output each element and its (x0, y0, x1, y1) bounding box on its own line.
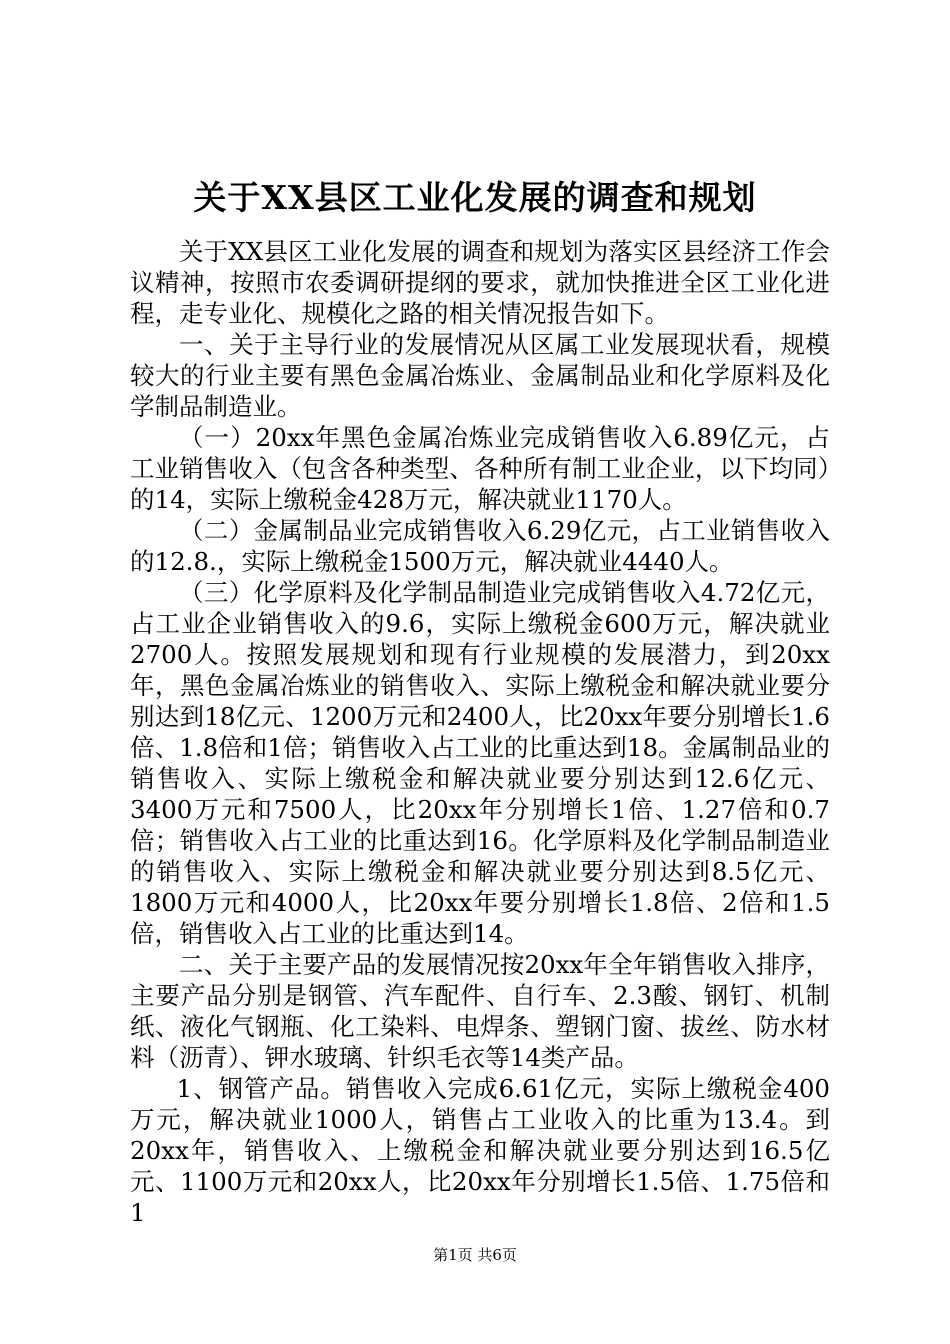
paragraph-section-1: 一、关于主导行业的发展情况从区属工业发展现状看，规模较大的行业主要有黑色金属冶炼业、金属制品业和化学原料及化学制品制造业。 (130, 330, 830, 421)
paragraph-item-3: （三）化学原料及化学制品制造业完成销售收入4.72亿元，占工业企业销售收入的9.6，实际上缴税金600万元，解决就业2700人。按照发展规划和现有行业规模的发展潜力，到20xx年，黑色金属冶炼业的销售收入、实际上缴税金和解决就业要分别达到18亿元、1200万元和2400人，比20xx年要分别增长1.6倍、1.8倍和1倍；销售收入占工业的比重达到18。金属制品业的销售收入、实际上缴税金和解决就业要分别达到12.6亿元、3400万元和7500人，比20xx年分别增长1倍、1.27倍和0.7倍；销售收入占工业的比重达到16。化学原料及化学制品制造业的销售收入、实际上缴税金和解决就业要分别达到8.5亿元、1800万元和4000人，比20xx年要分别增长1.8倍、2倍和1.5倍，销售收入占工业的比重达到14。 (130, 578, 830, 948)
paragraph-item-1: （一）20xx年黑色金属冶炼业完成销售收入6.89亿元，占工业销售收入（包含各种类型、各种所有制工业企业，以下均同）的14，实际上缴税金428万元，解决就业1170人。 (130, 423, 830, 514)
paragraph-intro: 关于XX县区工业化发展的调查和规划为落实区县经济工作会议精神，按照市农委调研提纲的要求，就加快推进全区工业化进程，走专业化、规模化之路的相关情况报告如下。 (130, 237, 830, 328)
document-body (130, 236, 830, 1228)
document-title: 关于XX县区工业化发展的调查和规划 (193, 178, 757, 217)
page-footer: 第1页 共6页 (433, 1246, 517, 1264)
paragraph-section-2: 二、关于主要产品的发展情况按20xx年全年销售收入排序，主要产品分别是钢管、汽车配件、自行车、2.3酸、钢钉、机制纸、液化气钢瓶、化工染料、电焊条、塑钢门窗、拔丝、防水材料（沥青）、钾水玻璃、针织毛衣等14类产品。 (130, 950, 830, 1072)
paragraph-steel-pipe: 1、钢管产品。销售收入完成6.61亿元，实际上缴税金400万元，解决就业1000人，销售占工业收入的比重为13.4。到20xx年，销售收入、上缴税金和解决就业要分别达到16.5亿元、1100万元和20xx人，比20xx年分别增长1.5倍、1.75倍和1 (130, 1074, 830, 1227)
paragraph-item-2: （二）金属制品业完成销售收入6.29亿元，占工业销售收入的12.8.，实际上缴税金1500万元，解决就业4440人。 (130, 516, 830, 576)
